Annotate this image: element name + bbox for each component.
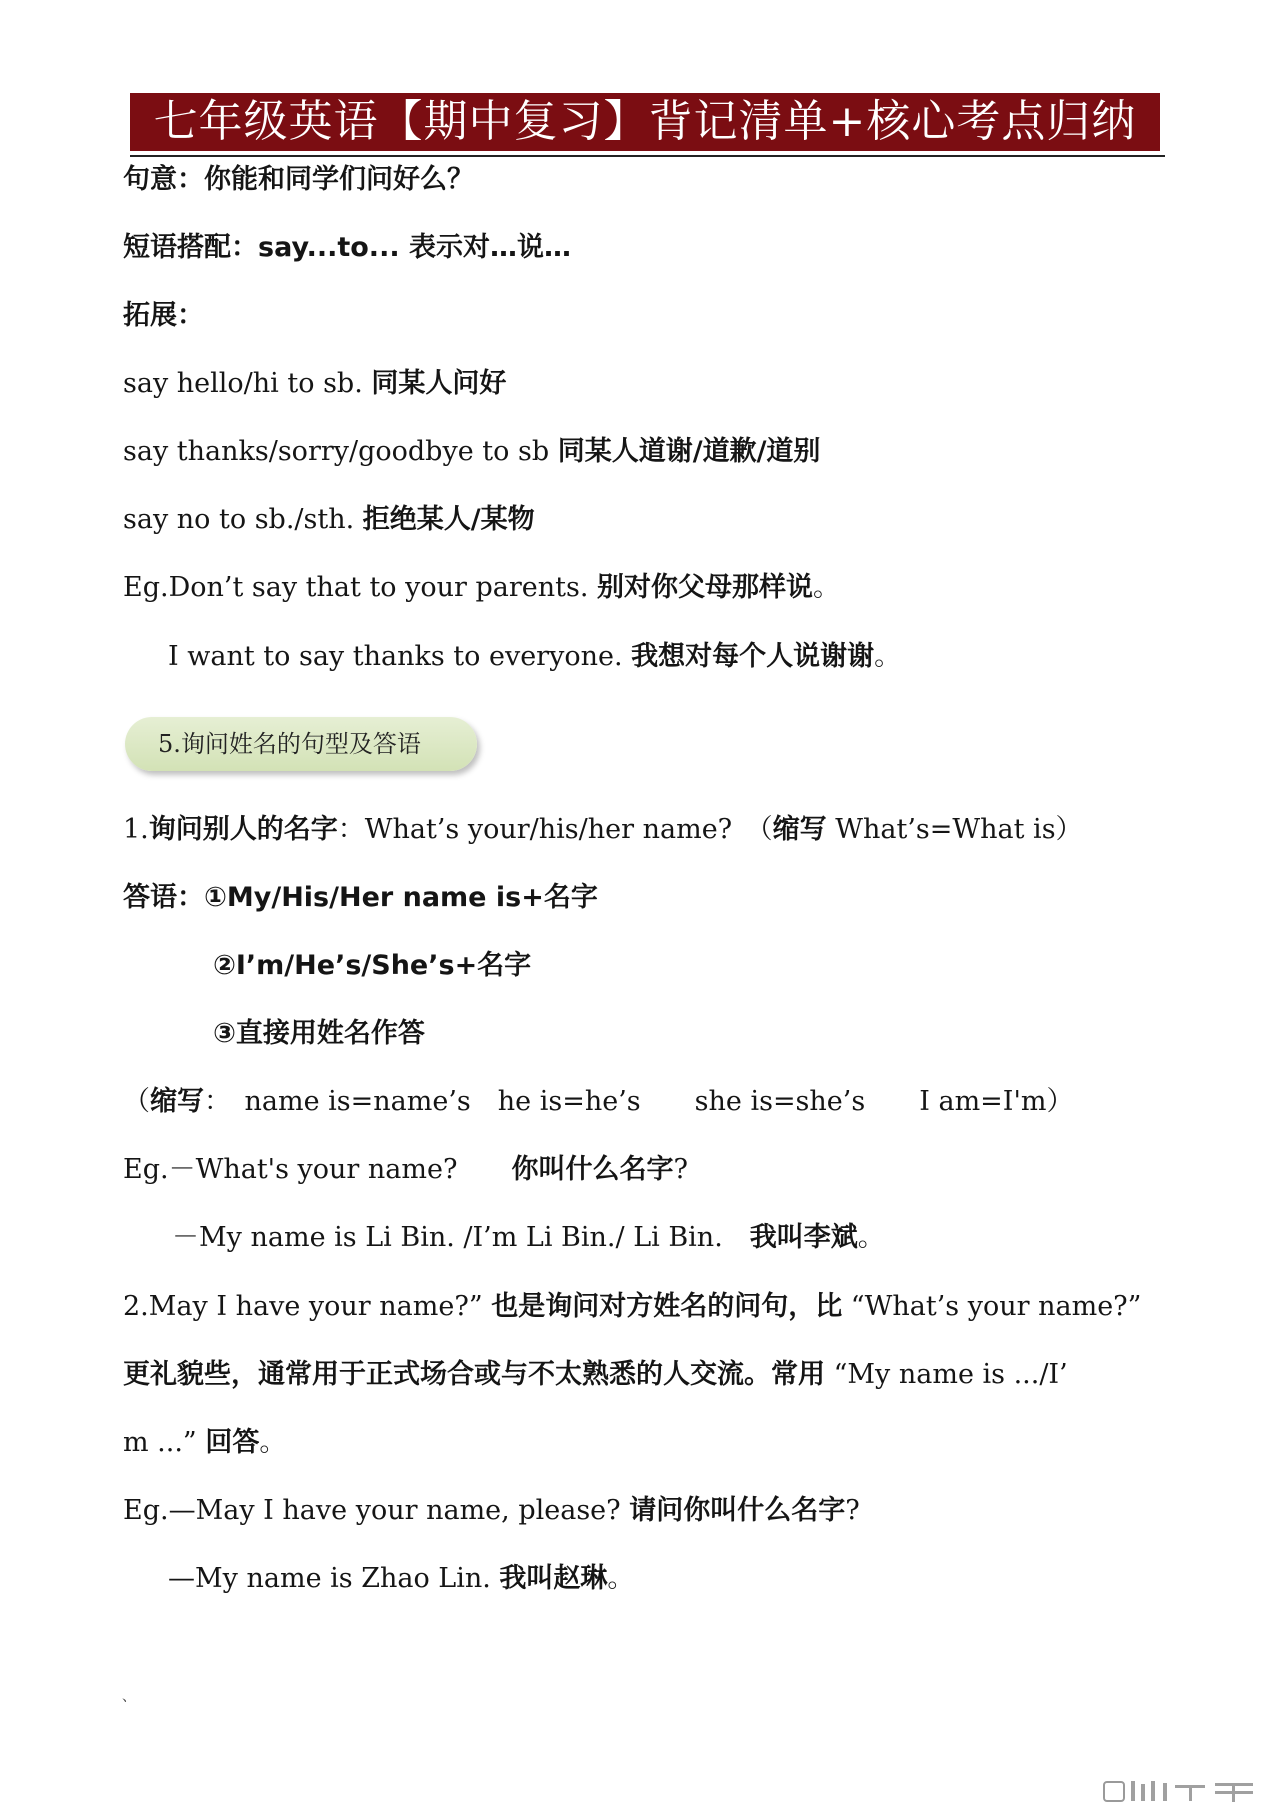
abbreviation-note <box>123 1085 1073 1119</box>
item-number: 1. <box>123 814 149 845</box>
example-en: －My name is Li Bin. /I’m Li Bin./ Li Bin. <box>172 1222 750 1253</box>
example-cn: 请问你叫什么名字 <box>629 1495 846 1526</box>
example-en: Eg.－What's your name? <box>123 1154 512 1185</box>
extension-item-thanks <box>123 435 820 469</box>
example-dialog-3 <box>123 1494 860 1528</box>
title-underline <box>130 155 1165 157</box>
example-en: Eg.—May I have your name, please? <box>123 1495 630 1526</box>
rule-cn: 更礼貌些，通常用于正式场合或与不太熟悉的人交流 <box>123 1359 744 1390</box>
example-sentence-2 <box>168 640 901 674</box>
stray-mark: 、 <box>122 1689 136 1705</box>
example-cn: 我叫李斌 <box>749 1222 858 1253</box>
rule-cn: 也是询问对方姓名的问句，比 <box>491 1291 843 1322</box>
answer-3 <box>213 1017 425 1051</box>
answer-1 <box>123 881 598 915</box>
rule-en: “My name is .../I’ <box>825 1359 1068 1390</box>
rule-en: ：What’s your/his/her name? （ <box>337 814 773 845</box>
punctuation: ? <box>673 1154 688 1185</box>
example-en: —My name is Zhao Lin. <box>168 1563 500 1594</box>
punctuation: 。 <box>259 1427 287 1458</box>
example-cn: 别对你父母那样说 <box>597 572 814 603</box>
phrase-cn: 拒绝某人/某物 <box>362 504 535 535</box>
abbrev-label: 缩写 <box>150 1086 204 1117</box>
ask-name-rule <box>123 813 1083 847</box>
rule-en: m ...” <box>123 1427 206 1458</box>
section-pill-heading: 5.询问姓名的句型及答语 <box>125 717 477 771</box>
phrase-cn: 同某人问好 <box>371 368 507 399</box>
abbrev-list: ： name is=name’s he is=he’s she is=she’s I am=I'm） <box>204 1086 1074 1117</box>
phrase-cn: 同某人道谢/道歉/道别 <box>557 436 821 467</box>
example-sentence-1 <box>123 571 840 605</box>
answer-2 <box>213 949 531 983</box>
sentence-meaning-text: 句意：你能和同学们问好么？ <box>123 164 474 195</box>
rule-cn: 。常用 <box>744 1359 825 1390</box>
extension-item-hello <box>123 367 506 401</box>
example-dialog-2 <box>172 1221 885 1255</box>
phrase-en: say hello/hi to sb. <box>123 368 372 399</box>
example-cn: 我叫赵琳 <box>499 1563 608 1594</box>
answer-text: ③直接用姓名作答 <box>213 1018 425 1049</box>
phrase-en: say no to sb./sth. <box>123 504 363 535</box>
may-i-rule-line-2 <box>123 1358 1068 1392</box>
rule-en: 2.May I have your name?” <box>123 1291 492 1322</box>
phrase-en: say thanks/sorry/goodbye to sb <box>123 436 558 467</box>
rule-en: “What’s your name?” <box>842 1291 1142 1322</box>
answer-text: ①My/His/Her name is+名字 <box>204 882 598 913</box>
rule-cn: 询问别人的名字 <box>148 814 338 845</box>
watermark-logo-icon <box>1103 1779 1255 1803</box>
example-dialog-1 <box>123 1153 688 1187</box>
phrase-collocation-text: 短语搭配：say...to... 表示对…说… <box>123 232 571 263</box>
rule-cn: 回答 <box>205 1427 260 1458</box>
may-i-rule-line-1 <box>123 1290 1141 1324</box>
paren: （ <box>123 1086 150 1117</box>
may-i-rule-line-3 <box>123 1426 286 1460</box>
punctuation: 。 <box>857 1222 885 1253</box>
example-en: I want to say thanks to everyone. <box>168 641 632 672</box>
phrase-collocation <box>123 231 571 265</box>
punctuation: ? <box>845 1495 860 1526</box>
extension-heading <box>123 299 204 333</box>
punctuation: 。 <box>813 572 841 603</box>
abbrev-label: 缩写 <box>772 814 827 845</box>
extension-item-no <box>123 503 535 537</box>
abbrev-en: What’s=What is） <box>826 814 1083 845</box>
punctuation: 。 <box>874 641 902 672</box>
example-en: Eg.Don’t say that to your parents. <box>123 572 598 603</box>
sentence-meaning <box>123 163 474 197</box>
example-cn: 你叫什么名字 <box>511 1154 674 1185</box>
page-title: 七年级英语【期中复习】背记清单+核心考点归纳 <box>130 93 1160 151</box>
answer-label: 答语： <box>123 882 204 913</box>
extension-heading-text: 拓展： <box>123 300 204 331</box>
answer-text: ②I’m/He’s/She’s+名字 <box>213 950 532 981</box>
example-dialog-4 <box>168 1562 634 1596</box>
punctuation: 。 <box>607 1563 635 1594</box>
example-cn: 我想对每个人说谢谢 <box>631 641 875 672</box>
